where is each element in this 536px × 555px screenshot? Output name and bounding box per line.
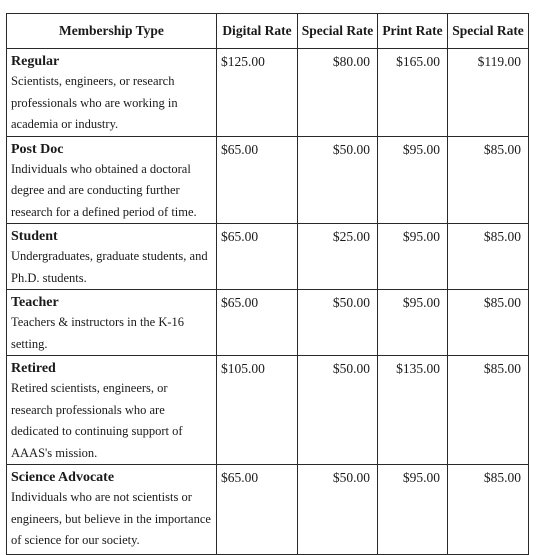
membership-rates-table <box>6 13 529 555</box>
membership-type-cell <box>7 49 217 137</box>
membership-type-description: Teachers & instructors in the K-16 setting. <box>11 315 185 351</box>
membership-type-description: Scientists, engineers, or research professionals who are working in academia or industry. <box>11 74 178 131</box>
special-rate-cell: $50.00 <box>298 290 378 356</box>
special-rate-cell: $50.00 <box>298 356 378 465</box>
print-rate-cell: $165.00 <box>378 49 448 137</box>
header-print-rate: Print Rate <box>378 14 448 49</box>
membership-type-description: Individuals who obtained a doctoral degree and are conducting further research for a defined period of time. <box>11 161 197 219</box>
print-special-rate-cell: $85.00 <box>448 224 529 290</box>
membership-type-description: Undergraduates, graduate students, and Ph.D. students. <box>11 249 208 285</box>
print-special-rate-cell: $85.00 <box>448 465 529 555</box>
membership-type-cell <box>7 465 217 555</box>
print-special-rate-cell: $85.00 <box>448 356 529 465</box>
membership-type-name: Science Advocate <box>11 470 115 485</box>
digital-rate-cell: $65.00 <box>217 465 298 555</box>
table-row <box>7 49 529 137</box>
membership-type-cell <box>7 224 217 290</box>
table-row <box>7 356 529 465</box>
membership-type-name: Student <box>11 229 58 244</box>
table-row <box>7 465 529 555</box>
table-row <box>7 136 529 224</box>
membership-type-name: Post Doc <box>11 141 64 157</box>
membership-type-cell <box>7 290 217 356</box>
header-special-rate-print: Special Rate <box>448 14 529 49</box>
digital-rate-cell: $125.00 <box>217 49 298 137</box>
print-rate-cell: $95.00 <box>378 224 448 290</box>
print-special-rate-cell: $85.00 <box>448 136 529 224</box>
special-rate-cell: $50.00 <box>298 136 378 224</box>
print-rate-cell: $95.00 <box>378 465 448 555</box>
membership-type-description: Individuals who are not scientists or engineers, but believe in the importance of science for our society. <box>11 490 211 547</box>
table-row <box>7 224 529 290</box>
membership-type-cell <box>7 356 217 465</box>
print-rate-cell: $95.00 <box>378 290 448 356</box>
digital-rate-cell: $65.00 <box>217 224 298 290</box>
membership-type-name: Regular <box>11 54 60 69</box>
membership-type-description: Retired scientists, engineers, or research professionals who are dedicated to continuing support of AAAS's mission. <box>11 381 183 460</box>
print-special-rate-cell: $85.00 <box>448 290 529 356</box>
header-special-rate: Special Rate <box>298 14 378 49</box>
digital-rate-cell: $105.00 <box>217 356 298 465</box>
table-row <box>7 290 529 356</box>
table-header-row <box>7 14 529 49</box>
print-rate-cell: $135.00 <box>378 356 448 465</box>
special-rate-cell: $50.00 <box>298 465 378 555</box>
print-special-rate-cell: $119.00 <box>448 49 529 137</box>
print-rate-cell: $95.00 <box>378 136 448 224</box>
header-digital-rate: Digital Rate <box>217 14 298 49</box>
special-rate-cell: $80.00 <box>298 49 378 137</box>
digital-rate-cell: $65.00 <box>217 290 298 356</box>
membership-type-name: Retired <box>11 361 56 376</box>
membership-type-name: Teacher <box>11 295 59 310</box>
special-rate-cell: $25.00 <box>298 224 378 290</box>
digital-rate-cell: $65.00 <box>217 136 298 224</box>
header-membership-type: Membership Type <box>7 14 217 49</box>
membership-type-cell <box>7 136 217 224</box>
